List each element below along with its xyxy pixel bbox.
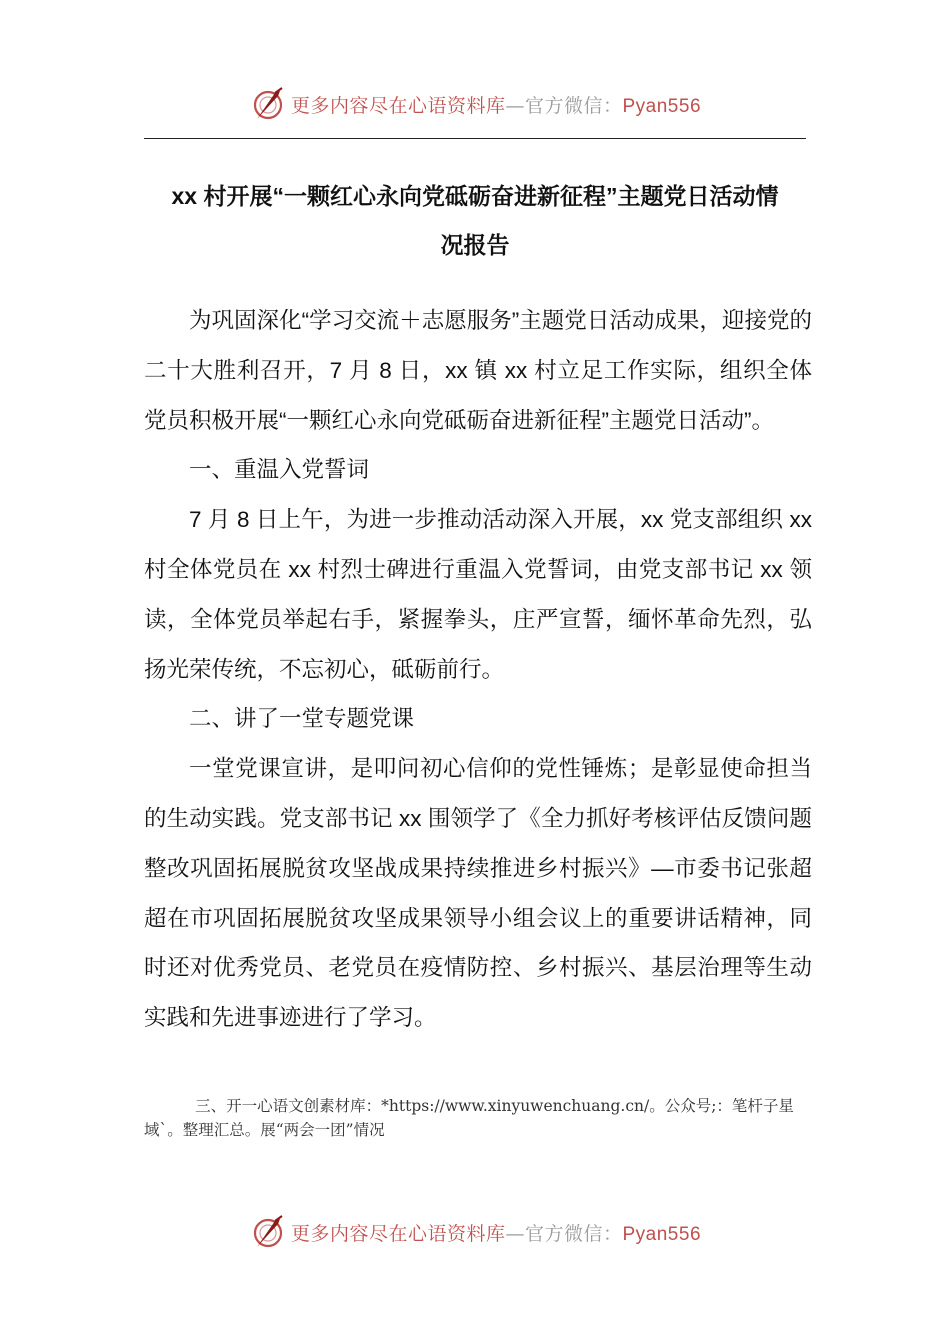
header-banner bbox=[0, 82, 950, 126]
title-line-1: xx 村开展“一颗红心永向党砥砺奋进新征程”主题党日活动情 bbox=[171, 183, 779, 209]
source-note: 三、开一心语文创素材库：*https://www.xinyuwenchuang.cn/。公众号;：笔杆子星域`。整理汇总。展“两会一团”情况 bbox=[144, 1097, 794, 1139]
paragraph-oath: 7 月 8 日上午，为进一步推动活动深入开展，xx 党支部组织 xx 村全体党员在 xx 村烈士碑进行重温入党誓词，由党支部书记 xx 领读，全体党员举起右手，紧握拳头，庄严宣誓，缅怀革命先烈，弘扬光荣传统，不忘初心，砥砺前行。 bbox=[144, 507, 812, 682]
header-banner-text: 更多内容尽在心语资料库—官方微信：Pyan556 bbox=[290, 94, 702, 117]
paragraph-intro: 为巩固深化“学习交流＋志愿服务”主题党日活动成果，迎接党的二十大胜利召开，7 月 8 日，xx 镇 xx 村立足工作实际，组织全体党员积极开展“一颗红心永向党砥砺奋进新征程”主题党日活动”。 bbox=[144, 308, 812, 433]
title-line-2: 况报告 bbox=[440, 232, 510, 258]
footer-banner-text: 更多内容尽在心语资料库—官方微信：Pyan556 bbox=[290, 1222, 702, 1245]
header-divider bbox=[144, 138, 806, 139]
quill-pen-icon bbox=[249, 1213, 287, 1251]
paragraph-lesson: 一堂党课宣讲，是叩问初心信仰的党性锤炼；是彰显使命担当的生动实践。党支部书记 xx 围领学了《全力抓好考核评估反馈问题整改巩固拓展脱贫攻坚战成果持续推进乡村振兴》—市委书记张超超在市巩固拓展脱贫攻坚成果领导小组会议上的重要讲话精神，同时还对优秀党员、老党员在疫情防控、乡村振兴、基层治理等生动实践和先进事迹进行了学习。 bbox=[144, 756, 812, 1031]
footer-banner bbox=[0, 1210, 950, 1254]
document-body bbox=[144, 296, 812, 1043]
section-heading-1: 一、重温入党誓词 bbox=[189, 457, 370, 483]
quill-pen-icon bbox=[249, 85, 287, 123]
document-title bbox=[144, 172, 806, 270]
section-heading-2: 二、讲了一堂专题党课 bbox=[189, 706, 415, 732]
